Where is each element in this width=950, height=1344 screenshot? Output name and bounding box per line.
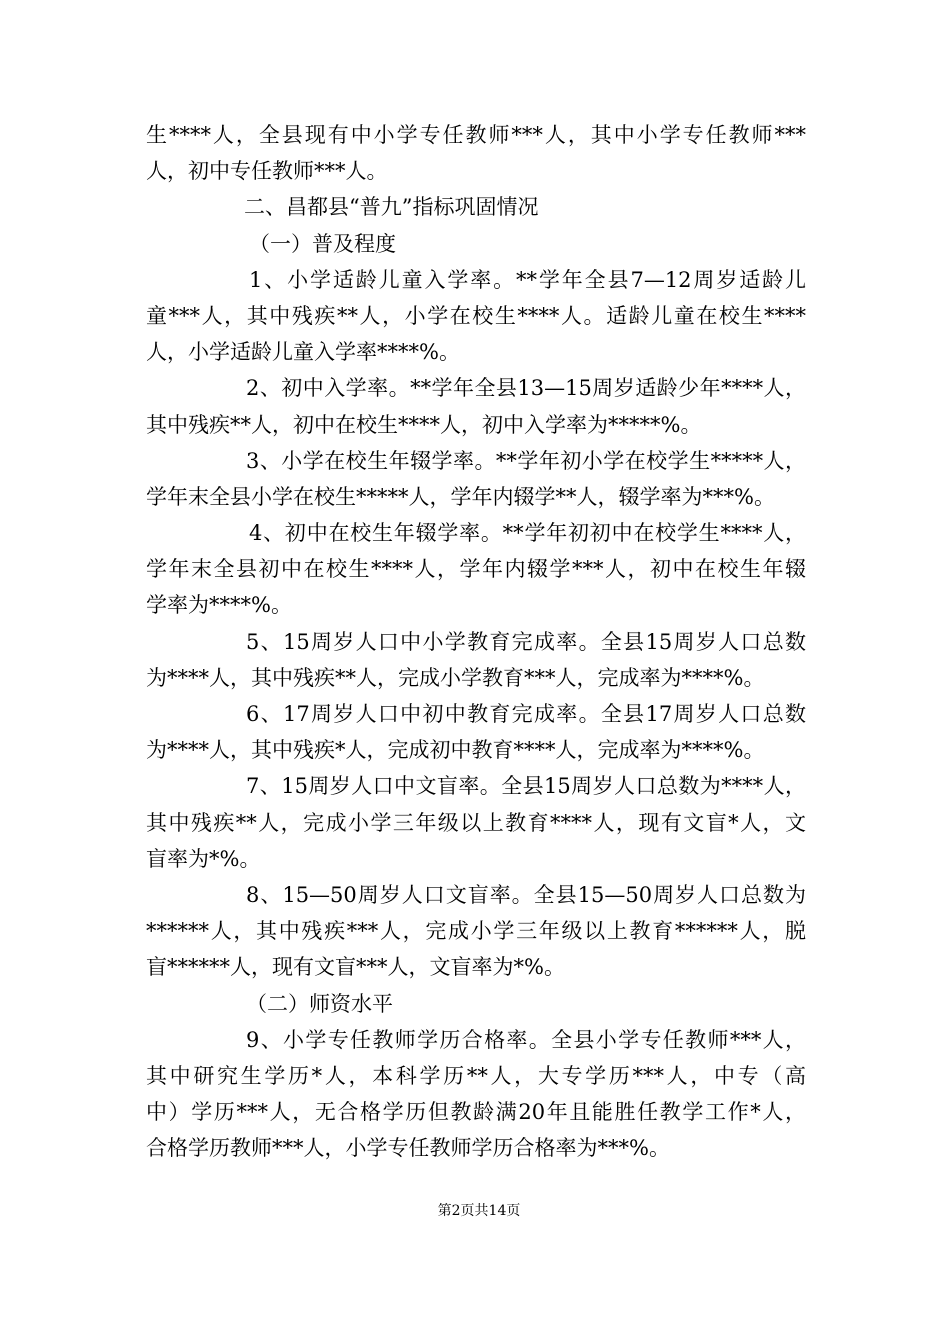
text-line: 2、初中入学率。**学年全县13—15周岁适龄少年****人， (246, 376, 806, 401)
text-line: 人，小学适龄儿童入学率****%。 (146, 340, 460, 365)
page-number-footer: 第2页共14页 (437, 1203, 521, 1219)
text-line: 为****人，其中残疾**人，完成小学教育***人，完成率为****%。 (146, 665, 765, 690)
text-line: 9、小学专任教师学历合格率。全县小学专任教师***人， (246, 1027, 806, 1052)
text-line: 人，初中专任教师***人。 (146, 159, 388, 184)
document-body (146, 117, 806, 1166)
text-line: 中）学历***人，无合格学历但教龄满20年且能胜任教学工作*人， (146, 1100, 806, 1125)
text-line: 1、小学适龄儿童入学率。**学年全县7—12周岁适龄儿 (249, 267, 806, 292)
text-line: 3、小学在校生年辍学率。**学年初小学在校学生*****人， (246, 448, 806, 473)
text-line: 其中研究生学历*人，本科学历**人，大专学历***人，中专（高 (146, 1063, 806, 1088)
text-line: 合格学历教师***人，小学专任教师学历合格率为***%。 (146, 1136, 670, 1161)
text-line: 童***人，其中残疾**人，小学在校生****人。适龄儿童在校生**** (146, 303, 806, 328)
text-line: 7、15周岁人口中文盲率。全县15周岁人口总数为****人， (246, 774, 806, 799)
text-line: 5、15周岁人口中小学教育完成率。全县15周岁人口总数 (246, 629, 806, 654)
text-line: 6、17周岁人口中初中教育完成率。全县17周岁人口总数 (246, 702, 806, 726)
text-line: 8、15—50周岁人口文盲率。全县15—50周岁人口总数为 (246, 882, 806, 907)
subsection-heading: （一）普及程度 (249, 231, 396, 256)
subsection-heading: （二）师资水平 (246, 991, 393, 1016)
text-line: 生****人，全县现有中小学专任教师***人，其中小学专任教师*** (146, 123, 806, 147)
section-heading: 二、昌都县“普九”指标巩固情况 (244, 195, 539, 220)
text-line: 学率为****%。 (146, 593, 292, 618)
text-line: ******人，其中残疾***人，完成小学三年级以上教育******人，脱 (146, 919, 806, 944)
text-line: 盲******人，现有文盲***人，文盲率为*%。 (146, 955, 565, 980)
text-line: 学年末全县小学在校生*****人，学年内辍学**人，辍学率为***%。 (146, 484, 775, 509)
text-line: 为****人，其中残疾*人，完成初中教育****人，完成率为****%。 (146, 738, 765, 763)
text-line: 学年末全县初中在校生****人，学年内辍学***人，初中在校生年辍 (146, 557, 806, 582)
text-line: 4、初中在校生年辍学率。**学年初初中在校学生****人， (249, 521, 806, 546)
text-line: 其中残疾**人，初中在校生****人，初中入学率为*****%。 (146, 412, 702, 437)
text-line: 其中残疾**人，完成小学三年级以上教育****人，现有文盲*人，文 (146, 810, 806, 835)
text-line: 盲率为*%。 (146, 846, 261, 871)
